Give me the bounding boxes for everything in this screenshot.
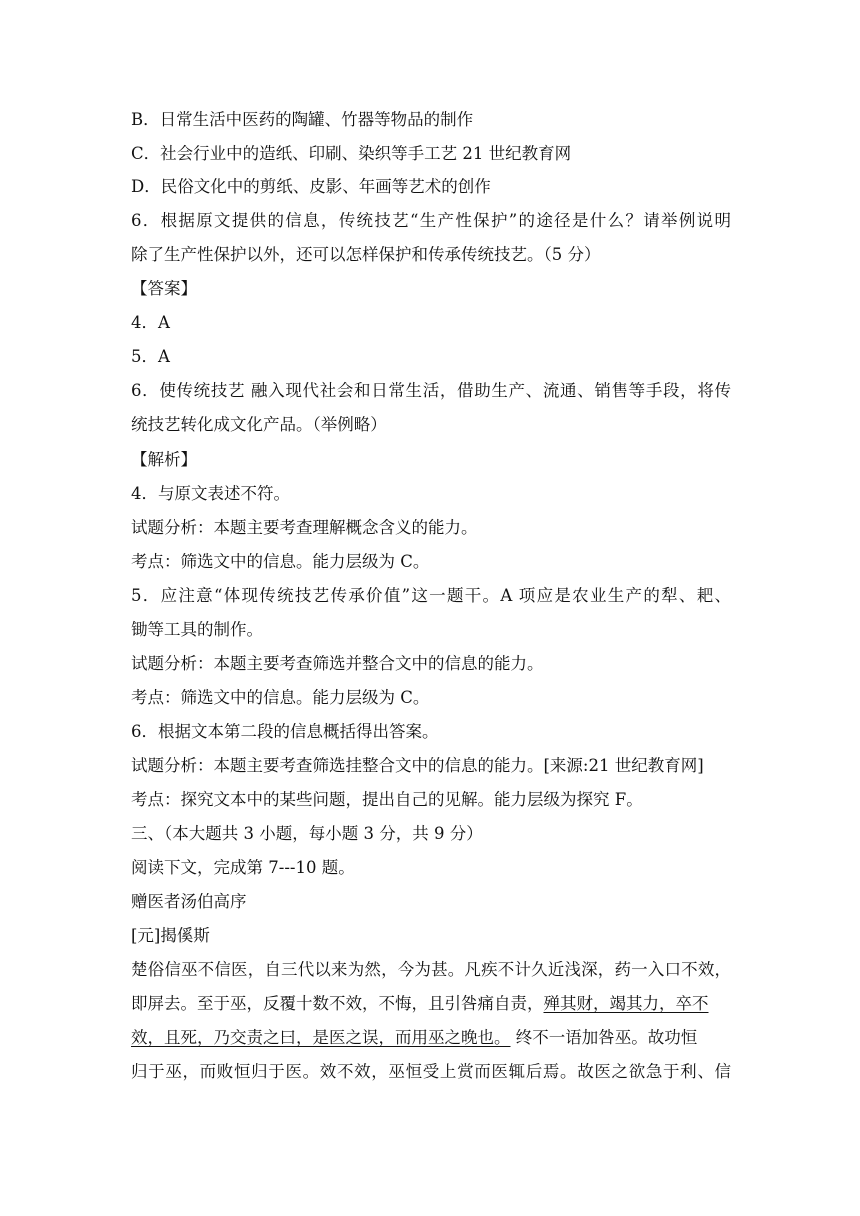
analysis-heading: 【解析】	[131, 450, 197, 469]
analysis-5-line-4: 考点：筛选文中的信息。能力层级为 C。	[131, 688, 430, 707]
question-6-line-2: 除了生产性保护以外，还可以怎样保护和传承传统技艺。（5 分）	[131, 245, 601, 264]
question-6-line-1: 6．根据原文提供的信息，传统技艺“生产性保护”的途径是什么？请举例说明	[131, 211, 731, 230]
answer-6-line-2: 统技艺转化成文化产品。（举例略）	[131, 415, 387, 434]
section-3-instruction: 阅读下文，完成第 7---10 题。	[131, 858, 355, 877]
passage-author: [元]揭傒斯	[131, 926, 210, 945]
analysis-5-line-3: 试题分析：本题主要考查筛选并整合文中的信息的能力。	[131, 654, 544, 673]
analysis-4-line-2: 试题分析：本题主要考查理解概念含义的能力。	[131, 518, 478, 537]
analysis-5-line-1: 5．应注意“体现传统技艺传承价值”这一题干。A 项应是农业生产的犁、耙、	[131, 586, 731, 605]
passage-line-3-underlined: 效，且死，乃交责之曰，是医之误，而用巫之晚也。	[131, 1028, 511, 1047]
analysis-6-line-2: 试题分析：本题主要考查筛选挂整合文中的信息的能力。[来源:21 世纪教育网]	[131, 756, 704, 775]
analysis-4-line-1: 4．与原文表述不符。	[131, 484, 290, 503]
passage-line-3	[131, 1027, 731, 1049]
passage-title: 赠医者汤伯高序	[131, 892, 247, 911]
analysis-4-line-3: 考点：筛选文中的信息。能力层级为 C。	[131, 552, 430, 571]
section-3-header: 三、（本大题共 3 小题，每小题 3 分，共 9 分）	[131, 824, 483, 843]
passage-line-2	[131, 993, 731, 1015]
passage-line-4: 归于巫，而败恒归于医。效不效，巫恒受上赏而医辄后焉。故医之欲急于利、信	[131, 1062, 731, 1081]
passage-line-2-text: 即屏去。至于巫，反覆十数不效，不悔，且引咎痛自责，	[131, 994, 544, 1013]
option-d: D．民俗文化中的剪纸、皮影、年画等艺术的创作	[131, 177, 491, 196]
answer-4: 4．A	[131, 313, 170, 332]
option-c: C．社会行业中的造纸、印刷、染织等手工艺 21 世纪教育网	[131, 144, 572, 163]
analysis-6-line-3: 考点：探究文本中的某些问题，提出自己的见解。能力层级为探究 F。	[131, 790, 643, 809]
passage-line-2-underlined: 殚其财，竭其力，卒不	[543, 994, 709, 1013]
answer-heading: 【答案】	[131, 279, 197, 298]
answer-6-line-1: 6．使传统技艺 融入现代社会和日常生活，借助生产、流通、销售等手段，将传	[131, 381, 731, 400]
passage-line-1: 楚俗信巫不信医，自三代以来为然，今为甚。凡疾不计久近浅深，药一入口不效，	[131, 960, 731, 979]
answer-5: 5．A	[131, 347, 170, 366]
analysis-5-line-2: 锄等工具的制作。	[131, 620, 263, 639]
analysis-6-line-1: 6．根据文本第二段的信息概括得出答案。	[131, 722, 439, 741]
option-b: B．日常生活中医药的陶罐、竹器等物品的制作	[131, 110, 474, 129]
passage-line-3-text: 终不一语加咎巫。故功恒	[510, 1028, 698, 1047]
